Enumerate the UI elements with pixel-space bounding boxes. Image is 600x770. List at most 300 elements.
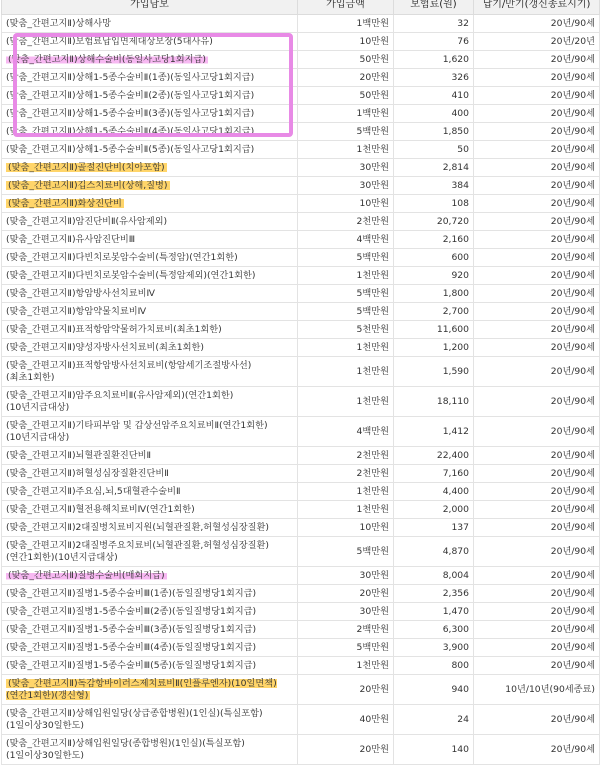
table-row — [2, 231, 600, 249]
coverage-term-cell — [474, 177, 600, 195]
coverage-term: 20년/90세 — [550, 342, 595, 353]
coverage-term-cell — [474, 123, 600, 141]
coverage-term-cell — [474, 213, 600, 231]
coverage-amount: 5백만원 — [356, 642, 389, 653]
coverage-premium-cell — [394, 621, 474, 639]
coverage-amount-cell — [298, 519, 394, 537]
coverage-amount-cell — [298, 465, 394, 483]
coverage-name-cell — [2, 69, 298, 87]
coverage-amount: 40만원 — [359, 714, 389, 725]
table-row — [2, 123, 600, 141]
coverage-amount: 10만원 — [359, 36, 389, 47]
coverage-amount: 5백만원 — [356, 126, 389, 137]
coverage-term: 20년/90세 — [550, 714, 595, 725]
coverage-term-cell — [474, 69, 600, 87]
table-row — [2, 321, 600, 339]
coverage-name-cell — [2, 417, 298, 447]
coverage-premium: 22,400 — [436, 450, 469, 461]
coverage-name-cell — [2, 33, 298, 51]
coverage-amount: 4백만원 — [356, 234, 389, 245]
coverage-premium: 1,620 — [442, 54, 469, 65]
coverage-premium-cell — [394, 657, 474, 675]
coverage-term-cell — [474, 603, 600, 621]
coverage-premium-cell — [394, 603, 474, 621]
coverage-term: 20년/90세 — [550, 546, 595, 557]
coverage-name-cell — [2, 639, 298, 657]
coverage-name: (맞춤_간편고지Ⅱ)주요심,뇌,5대혈관수술비Ⅱ — [6, 486, 181, 497]
coverage-amount: 2천만원 — [356, 216, 389, 227]
coverage-name-cell — [2, 621, 298, 639]
coverage-name: (맞춤_간편고지Ⅱ)상해1-5종수술비Ⅱ(4종)(동일사고당1회지급) — [6, 126, 255, 137]
coverage-name-cell — [2, 141, 298, 159]
coverage-premium-cell — [394, 33, 474, 51]
coverage-term: 20년/90세 — [550, 108, 595, 119]
coverage-term-cell — [474, 87, 600, 105]
coverage-amount-cell — [298, 33, 394, 51]
coverage-amount: 1백만원 — [356, 18, 389, 29]
coverage-name: (맞춤_간편고지Ⅱ)화상진단비 — [8, 198, 122, 209]
coverage-name: (맞춤_간편고지Ⅱ)뇌혈관질환진단비Ⅱ — [6, 450, 152, 461]
coverage-name-cell — [2, 195, 298, 213]
coverage-amount: 50만원 — [359, 90, 389, 101]
coverage-term-cell — [474, 417, 600, 447]
coverage-premium-cell — [394, 195, 474, 213]
coverage-premium: 1,850 — [442, 126, 469, 137]
coverage-term: 20년/90세 — [550, 450, 595, 461]
coverage-name: (맞춤_간편고지Ⅱ)다빈치로봇암수술비(특정암제외)(연간1회한) — [6, 270, 256, 281]
coverage-premium-cell — [394, 285, 474, 303]
coverage-amount: 1천만원 — [356, 144, 389, 155]
coverage-term-cell — [474, 387, 600, 417]
coverage-term: 20년/90세 — [550, 660, 595, 671]
coverage-name-cell — [2, 321, 298, 339]
coverage-amount: 1천만원 — [356, 270, 389, 281]
coverage-amount-cell — [298, 357, 394, 387]
coverage-amount: 4백만원 — [356, 426, 389, 437]
table-row — [2, 585, 600, 603]
coverage-amount-cell — [298, 447, 394, 465]
table-row — [2, 267, 600, 285]
coverage-amount-cell — [298, 603, 394, 621]
coverage-amount: 5천만원 — [356, 324, 389, 335]
table-row — [2, 15, 600, 33]
coverage-premium: 800 — [451, 660, 469, 671]
coverage-name: (맞춤_간편고지Ⅱ)표적항암약물허가치료비(최초1회한) — [6, 324, 222, 335]
coverage-premium: 940 — [451, 684, 469, 695]
coverage-premium: 4,870 — [442, 546, 469, 557]
coverage-name-cell — [2, 15, 298, 33]
coverage-name: (맞춤_간편고지Ⅱ)상해1-5종수술비Ⅱ(5종)(동일사고당1회지급) — [6, 144, 255, 155]
coverage-name: (맞춤_간편고지Ⅱ)혈전용해치료비Ⅳ(연간1회한) — [6, 504, 195, 515]
table-body — [2, 15, 600, 765]
coverage-name: (맞춤_간편고지Ⅱ)암주요치료비Ⅱ(유사암제외)(연간1회한)(10년지급대상) — [6, 390, 234, 413]
coverage-amount-cell — [298, 537, 394, 567]
coverage-name: (맞춤_간편고지Ⅱ)독감항바이러스제치료비Ⅱ(인플루엔자)(10일면책)(연간1회한)(갱신형) — [6, 678, 277, 701]
table-row — [2, 621, 600, 639]
coverage-amount-cell — [298, 249, 394, 267]
coverage-premium-cell — [394, 213, 474, 231]
coverage-name: (맞춤_간편고지Ⅱ)질병1-5종수술비Ⅲ(5종)(동일질병당1회지급) — [6, 660, 257, 671]
coverage-name-cell — [2, 735, 298, 765]
coverage-amount-cell — [298, 417, 394, 447]
coverage-amount-cell — [298, 177, 394, 195]
coverage-name: (맞춤_간편고지Ⅱ)상해1-5종수술비Ⅱ(2종)(동일사고당1회지급) — [6, 90, 255, 101]
coverage-premium: 600 — [451, 252, 469, 263]
coverage-premium-cell — [394, 249, 474, 267]
coverage-amount: 5백만원 — [356, 306, 389, 317]
header-coverage: 가입담보 — [2, 0, 298, 15]
coverage-name-cell — [2, 177, 298, 195]
coverage-amount: 10만원 — [359, 198, 389, 209]
coverage-term-cell — [474, 657, 600, 675]
coverage-term-cell — [474, 639, 600, 657]
coverage-premium: 4,400 — [442, 486, 469, 497]
coverage-name-cell — [2, 285, 298, 303]
table-row — [2, 303, 600, 321]
coverage-premium-cell — [394, 639, 474, 657]
coverage-name: (맞춤_간편고지Ⅱ)질병1-5종수술비Ⅲ(4종)(동일질병당1회지급) — [6, 642, 257, 653]
coverage-premium-cell — [394, 177, 474, 195]
coverage-premium: 410 — [451, 90, 469, 101]
coverage-premium-cell — [394, 501, 474, 519]
coverage-premium: 384 — [451, 180, 469, 191]
coverage-premium: 76 — [457, 36, 469, 47]
coverage-premium-cell — [394, 159, 474, 177]
coverage-name: (맞춤_간편고지Ⅱ)질병1-5종수술비Ⅲ(2종)(동일질병당1회지급) — [6, 606, 257, 617]
table-row — [2, 195, 600, 213]
coverage-premium-cell — [394, 675, 474, 705]
coverage-premium: 18,110 — [436, 396, 469, 407]
table-row — [2, 447, 600, 465]
coverage-amount-cell — [298, 501, 394, 519]
table-row — [2, 339, 600, 357]
coverage-premium-cell — [394, 267, 474, 285]
coverage-premium-cell — [394, 537, 474, 567]
coverage-name-cell — [2, 303, 298, 321]
coverage-premium-cell — [394, 141, 474, 159]
coverage-premium-cell — [394, 105, 474, 123]
coverage-term-cell — [474, 249, 600, 267]
coverage-name-cell — [2, 675, 298, 705]
coverage-term: 20년/90세 — [550, 366, 595, 377]
coverage-term-cell — [474, 621, 600, 639]
coverage-premium: 1,412 — [442, 426, 469, 437]
coverage-term: 20년/90세 — [550, 72, 595, 83]
coverage-term-cell — [474, 267, 600, 285]
table-row — [2, 483, 600, 501]
table-row — [2, 675, 600, 705]
coverage-premium: 140 — [451, 744, 469, 755]
coverage-term-cell — [474, 465, 600, 483]
coverage-premium: 24 — [457, 714, 469, 725]
coverage-premium-cell — [394, 735, 474, 765]
coverage-premium: 326 — [451, 72, 469, 83]
coverage-name: (맞춤_간편고지Ⅱ)2대질병주요치료비(뇌혈관질환,허혈성심장질환)(연간1회한)(10년지급대상) — [6, 540, 269, 563]
coverage-term: 20년/90세 — [550, 324, 595, 335]
coverage-name: (맞춤_간편고지Ⅱ)항암약물치료비Ⅳ — [6, 306, 147, 317]
coverage-term: 10년/10년(90세종료) — [505, 684, 595, 695]
coverage-premium-cell — [394, 585, 474, 603]
coverage-amount: 1천만원 — [356, 396, 389, 407]
coverage-premium: 6,300 — [442, 624, 469, 635]
coverage-name: (맞춤_간편고지Ⅱ)질병1-5종수술비Ⅲ(3종)(동일질병당1회지급) — [6, 624, 257, 635]
table-row — [2, 603, 600, 621]
coverage-amount-cell — [298, 639, 394, 657]
coverage-amount-cell — [298, 231, 394, 249]
table-header-row — [2, 0, 600, 15]
coverage-premium-cell — [394, 483, 474, 501]
coverage-term-cell — [474, 195, 600, 213]
coverage-amount-cell — [298, 321, 394, 339]
coverage-term-cell — [474, 105, 600, 123]
coverage-amount-cell — [298, 51, 394, 69]
coverage-name-cell — [2, 519, 298, 537]
coverage-amount: 50만원 — [359, 54, 389, 65]
table-row — [2, 285, 600, 303]
table-row — [2, 567, 600, 585]
table-row — [2, 357, 600, 387]
coverage-term: 20년/90세 — [550, 288, 595, 299]
coverage-amount: 2천만원 — [356, 450, 389, 461]
coverage-name-cell — [2, 231, 298, 249]
coverage-term: 20년/90세 — [550, 54, 595, 65]
coverage-name: (맞춤_간편고지Ⅱ)상해입원일당(상급종합병원)(1인실)(특실포함)(1일이상30일한도) — [6, 708, 263, 731]
coverage-term: 20년/90세 — [550, 570, 595, 581]
coverage-term-cell — [474, 537, 600, 567]
coverage-term: 20년/90세 — [550, 18, 595, 29]
coverage-premium-cell — [394, 231, 474, 249]
coverage-term: 20년/90세 — [550, 180, 595, 191]
coverage-premium-cell — [394, 303, 474, 321]
coverage-amount-cell — [298, 483, 394, 501]
coverage-term: 20년/90세 — [550, 234, 595, 245]
coverage-name: (맞춤_간편고지Ⅱ)허혈성심장질환진단비Ⅱ — [6, 468, 169, 479]
table-row — [2, 417, 600, 447]
coverage-term: 20년/90세 — [550, 588, 595, 599]
coverage-term: 20년/20년 — [550, 36, 595, 47]
coverage-premium: 2,700 — [442, 306, 469, 317]
coverage-name: (맞춤_간편고지Ⅱ)다빈치로봇암수술비(특정암)(연간1회한) — [6, 252, 238, 263]
coverage-premium-cell — [394, 357, 474, 387]
coverage-name-cell — [2, 501, 298, 519]
table-row — [2, 705, 600, 735]
table-row — [2, 141, 600, 159]
coverage-term-cell — [474, 321, 600, 339]
coverage-amount-cell — [298, 195, 394, 213]
coverage-amount-cell — [298, 87, 394, 105]
coverage-name: (맞춤_간편고지Ⅱ)항암방사선치료비Ⅳ — [6, 288, 156, 299]
coverage-premium: 2,814 — [442, 162, 469, 173]
coverage-premium-cell — [394, 417, 474, 447]
coverage-name-cell — [2, 537, 298, 567]
coverage-amount: 20만원 — [359, 588, 389, 599]
coverage-name: (맞춤_간편고지Ⅱ)상해1-5종수술비Ⅱ(3종)(동일사고당1회지급) — [6, 108, 255, 119]
coverage-term: 20년/90세 — [550, 306, 595, 317]
coverage-premium-cell — [394, 465, 474, 483]
coverage-term: 20년/90세 — [550, 642, 595, 653]
coverage-premium: 50 — [457, 144, 469, 155]
header-premium: 보험료(원) — [394, 0, 474, 15]
header-term: 납기/만기(갱신종료시기) — [474, 0, 600, 15]
coverage-name-cell — [2, 267, 298, 285]
coverage-term: 20년/90세 — [550, 504, 595, 515]
coverage-premium: 8,004 — [442, 570, 469, 581]
coverage-premium-cell — [394, 447, 474, 465]
coverage-name-cell — [2, 105, 298, 123]
coverage-name: (맞춤_간편고지Ⅱ)표적항암방사선치료비(항암세기조절방사선)(최초1회한) — [6, 360, 252, 383]
coverage-amount: 20만원 — [359, 72, 389, 83]
coverage-term: 20년/90세 — [550, 90, 595, 101]
coverage-name: (맞춤_간편고지Ⅱ)깁스치료비(상해,질병) — [8, 180, 168, 191]
coverage-term-cell — [474, 705, 600, 735]
coverage-amount-cell — [298, 735, 394, 765]
coverage-premium: 1,800 — [442, 288, 469, 299]
coverage-name-cell — [2, 213, 298, 231]
coverage-premium-cell — [394, 705, 474, 735]
coverage-premium: 920 — [451, 270, 469, 281]
coverage-premium-cell — [394, 15, 474, 33]
coverage-amount-cell — [298, 15, 394, 33]
coverage-term: 20년/90세 — [550, 144, 595, 155]
coverage-amount: 5백만원 — [356, 252, 389, 263]
coverage-amount: 1천만원 — [356, 486, 389, 497]
coverage-premium-cell — [394, 387, 474, 417]
coverage-name: (맞춤_간편고지Ⅱ)골절진단비(치아포함) — [8, 162, 165, 173]
coverage-name-cell — [2, 657, 298, 675]
coverage-name-cell — [2, 447, 298, 465]
coverage-term: 20년/90세 — [550, 126, 595, 137]
coverage-name-cell — [2, 51, 298, 69]
coverage-premium-cell — [394, 321, 474, 339]
table-row — [2, 735, 600, 765]
coverage-name-cell — [2, 123, 298, 141]
coverage-amount-cell — [298, 267, 394, 285]
coverage-name-cell — [2, 585, 298, 603]
table-row — [2, 213, 600, 231]
coverage-term-cell — [474, 141, 600, 159]
coverage-amount-cell — [298, 213, 394, 231]
coverage-amount-cell — [298, 339, 394, 357]
coverage-term-cell — [474, 447, 600, 465]
coverage-term: 20년/90세 — [550, 468, 595, 479]
coverage-premium: 32 — [457, 18, 469, 29]
coverage-premium: 1,470 — [442, 606, 469, 617]
coverage-amount: 2백만원 — [356, 624, 389, 635]
coverage-name-cell — [2, 87, 298, 105]
coverage-term: 20년/90세 — [550, 744, 595, 755]
table-row — [2, 33, 600, 51]
coverage-premium: 2,160 — [442, 234, 469, 245]
coverage-term: 20년/90세 — [550, 606, 595, 617]
coverage-amount-cell — [298, 141, 394, 159]
coverage-premium: 20,720 — [436, 216, 469, 227]
coverage-premium-cell — [394, 567, 474, 585]
table-row — [2, 177, 600, 195]
coverage-premium: 2,000 — [442, 504, 469, 515]
coverage-name: (맞춤_간편고지Ⅱ)상해수술비(동일사고당1회지급) — [8, 54, 206, 65]
coverage-name: (맞춤_간편고지Ⅱ)암진단비Ⅱ(유사암제외) — [6, 216, 168, 227]
coverage-amount: 1천만원 — [356, 366, 389, 377]
coverage-premium: 400 — [451, 108, 469, 119]
coverage-term-cell — [474, 303, 600, 321]
coverage-amount: 20만원 — [359, 684, 389, 695]
coverage-amount-cell — [298, 303, 394, 321]
table-row — [2, 51, 600, 69]
coverage-name: (맞춤_간편고지Ⅱ)상해사망 — [6, 18, 112, 29]
coverage-name-cell — [2, 339, 298, 357]
coverage-premium-cell — [394, 519, 474, 537]
table-row — [2, 501, 600, 519]
table-row — [2, 639, 600, 657]
coverage-name-cell — [2, 603, 298, 621]
table-row — [2, 105, 600, 123]
table-row — [2, 465, 600, 483]
table-row — [2, 159, 600, 177]
coverage-name-cell — [2, 567, 298, 585]
coverage-amount: 1천만원 — [356, 342, 389, 353]
coverage-term: 20년/90세 — [550, 486, 595, 497]
coverage-term: 20년/90세 — [550, 162, 595, 173]
coverage-term-cell — [474, 519, 600, 537]
coverage-amount-cell — [298, 105, 394, 123]
coverage-term-cell — [474, 51, 600, 69]
table-row — [2, 69, 600, 87]
coverage-amount-cell — [298, 123, 394, 141]
coverage-amount-cell — [298, 567, 394, 585]
coverage-term-cell — [474, 33, 600, 51]
coverage-amount-cell — [298, 69, 394, 87]
coverage-term: 20년/90세 — [550, 522, 595, 533]
coverage-term-cell — [474, 501, 600, 519]
coverage-premium: 11,600 — [436, 324, 469, 335]
coverage-term-cell — [474, 159, 600, 177]
coverage-name: (맞춤_간편고지Ⅱ)상해1-5종수술비Ⅱ(1종)(동일사고당1회지급) — [6, 72, 255, 83]
coverage-term-cell — [474, 339, 600, 357]
coverage-amount: 1천만원 — [356, 504, 389, 515]
coverage-term-cell — [474, 231, 600, 249]
coverage-amount: 30만원 — [359, 162, 389, 173]
coverage-amount-cell — [298, 705, 394, 735]
coverage-amount-cell — [298, 387, 394, 417]
coverage-name-cell — [2, 705, 298, 735]
table-row — [2, 519, 600, 537]
coverage-name: (맞춤_간편고지Ⅱ)질병수술비(매회지급) — [8, 570, 165, 581]
coverage-term: 20년/90세 — [550, 624, 595, 635]
coverage-name-cell — [2, 249, 298, 267]
coverage-premium-cell — [394, 51, 474, 69]
coverage-term-cell — [474, 483, 600, 501]
coverage-premium-cell — [394, 69, 474, 87]
coverage-premium: 3,900 — [442, 642, 469, 653]
coverage-name-cell — [2, 465, 298, 483]
coverage-premium: 1,590 — [442, 366, 469, 377]
coverage-premium: 108 — [451, 198, 469, 209]
coverage-premium-cell — [394, 339, 474, 357]
coverage-term: 20년/90세 — [550, 216, 595, 227]
coverage-name: (맞춤_간편고지Ⅱ)기타피부암 및 갑상선암주요치료비Ⅱ(연간1회한)(10년지급대상) — [6, 420, 268, 443]
coverage-name: (맞춤_간편고지Ⅱ)상해입원일당(종합병원)(1인실)(특실포함)(1일이상30일한도) — [6, 738, 245, 761]
coverage-name: (맞춤_간편고지Ⅱ)유사암진단비Ⅲ — [6, 234, 136, 245]
coverage-term: 20년/90세 — [550, 396, 595, 407]
coverage-term-cell — [474, 675, 600, 705]
coverage-term-cell — [474, 357, 600, 387]
table-row — [2, 657, 600, 675]
coverage-name-cell — [2, 483, 298, 501]
coverage-term-cell — [474, 567, 600, 585]
coverage-amount-cell — [298, 675, 394, 705]
coverage-premium: 137 — [451, 522, 469, 533]
coverage-name-cell — [2, 387, 298, 417]
